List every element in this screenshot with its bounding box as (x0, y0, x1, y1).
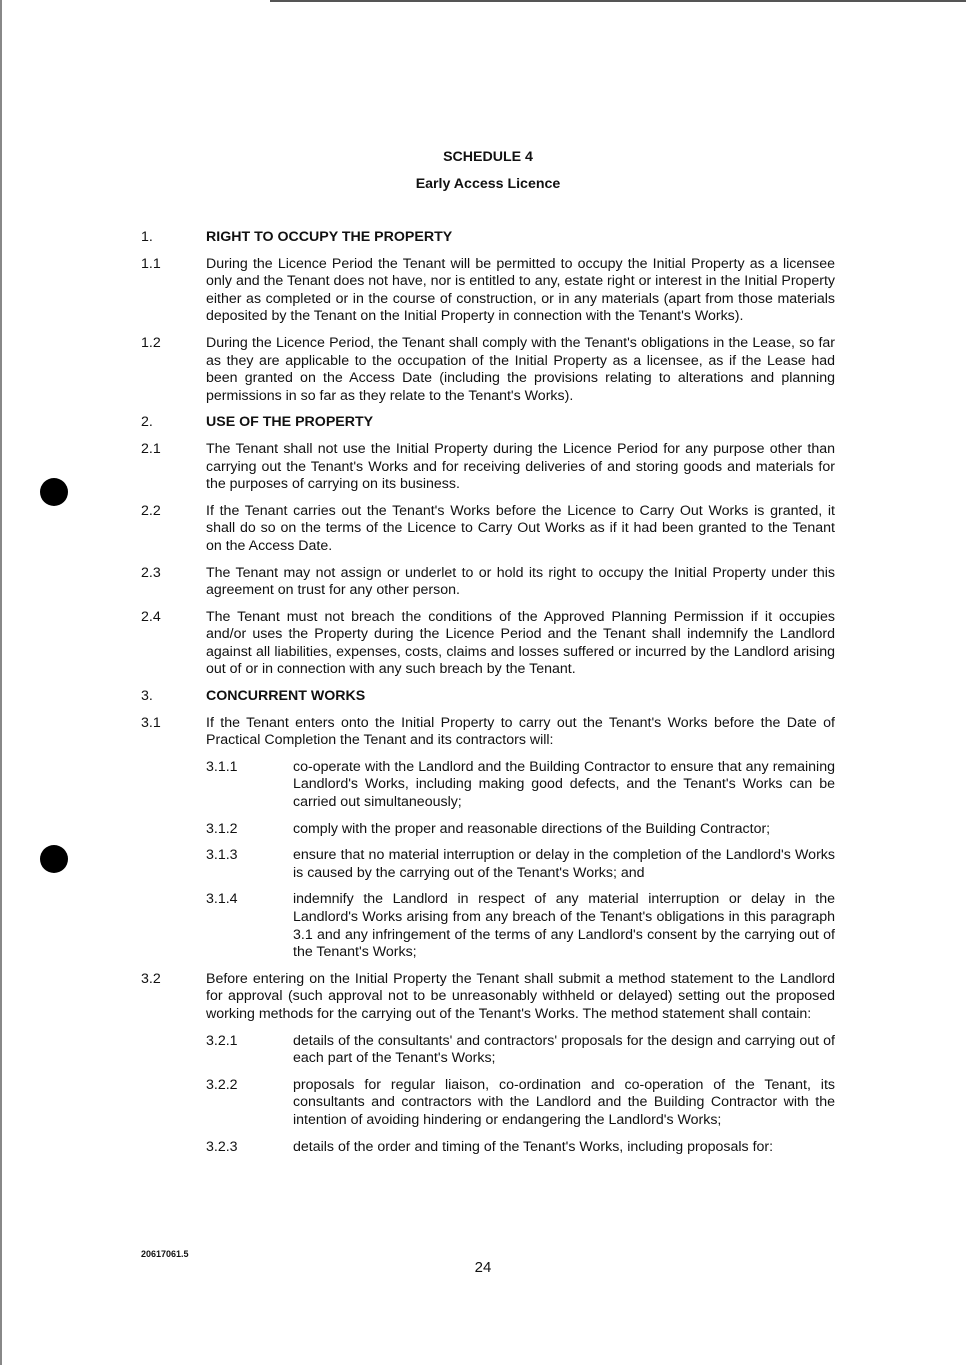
clause-number: 1.1 (141, 255, 161, 272)
clause-text: Before entering on the Initial Property the Tenant shall submit a method statement to the Landlord for approval (such approval not to be unreasonably withheld or delayed) setting out the proposed working methods for the carrying out of the Tenant's Works. The method statement shall contain: (206, 970, 835, 1022)
section-number: 1. (141, 229, 153, 245)
subclause (206, 821, 835, 839)
section-number: 2. (141, 414, 153, 431)
document-page (141, 148, 835, 1165)
subclause-number: 3.2.2 (206, 1076, 238, 1093)
clause-number: 2.3 (141, 564, 161, 581)
clause (141, 256, 835, 326)
clause-text: If the Tenant carries out the Tenant's Works before the Licence to Carry Out Works is granted, it shall do so on the terms of the Licence to Carry Out Works as if it had been granted to the Tenant on the Access Date. (206, 502, 835, 554)
subclause-text: comply with the proper and reasonable directions of the Building Contractor; (293, 820, 771, 837)
section-title: CONCURRENT WORKS (206, 688, 366, 705)
subclause-number: 3.1.2 (206, 820, 238, 837)
clause (141, 971, 835, 1024)
subclause-number: 3.2.3 (206, 1138, 238, 1155)
schedule-subtitle: Early Access Licence (415, 176, 561, 192)
subclause-number: 3.1.1 (206, 758, 238, 775)
subclause-number: 3.1.4 (206, 891, 238, 908)
top-edge-line (270, 0, 966, 2)
clause (141, 609, 835, 679)
subclause-number: 3.1.3 (206, 847, 238, 864)
clause-text: The Tenant shall not use the Initial Property during the Licence Period for any purpose other than carrying out the Tenant's Works and for receiving deliveries of and storing goods and materials for the purposes of carrying on its business. (206, 440, 835, 493)
clause (141, 715, 835, 750)
section-title: USE OF THE PROPERTY (206, 414, 374, 431)
section-title: RIGHT TO OCCUPY THE PROPERTY (206, 229, 453, 245)
clause-number: 3.2 (141, 970, 161, 987)
clause-number: 1.2 (141, 334, 161, 351)
subclause (206, 1033, 835, 1068)
subclause (206, 847, 835, 882)
clause-number: 2.1 (141, 440, 161, 457)
subclause-number: 3.2.1 (206, 1032, 238, 1049)
clause-number: 3.1 (141, 714, 161, 731)
clause (141, 335, 835, 405)
subclause-text: details of the order and timing of the Tenant's Works, including proposals for: (293, 1138, 774, 1155)
subclause-text: indemnify the Landlord in respect of any material interruption or delay in the Landlord's Works arising from any breach of the Tenant's obligations in this paragraph 3.1 and any infringement of the terms of any Landlord's consent by the carrying out of the Tenant's Works; (293, 891, 835, 961)
clause (141, 503, 835, 556)
clause-text: During the Licence Period, the Tenant shall comply with the Tenant's obligations in the Lease, so far as they are applicable to the occupation of the Initial Property as a licensee, as if the Lease had been granted on the Access Date (including the provisions relating to alterations and planning permissions in so far as they relate to the Tenant's Works). (206, 334, 835, 404)
section-number: 3. (141, 688, 153, 705)
subclause-text: details of the consultants' and contractors' proposals for the design and carrying out of each part of the Tenant's Works; (293, 1032, 835, 1067)
subclause-text: co-operate with the Landlord and the Building Contractor to ensure that any remaining Landlord's Works, including making good defects, and the Tenant's Works can be carried out simultaneously; (293, 758, 835, 811)
clause-text: The Tenant must not breach the conditions of the Approved Planning Permission if it occupies and/or uses the Property during the Licence Period and the Tenant shall indemnify the Landlord against all liabilities, expenses, costs, claims and losses suffered or incurred by the Landlord arising out of or in connection with any such breach by the Tenant. (206, 608, 835, 678)
clause-text: The Tenant may not assign or underlet to or hold its right to occupy the Initial Property under this agreement on trust for any other person. (206, 564, 835, 599)
section-heading (141, 414, 835, 432)
subclause (206, 759, 835, 812)
subclause-text: proposals for regular liaison, co-ordination and co-operation of the Tenant, its consultants and contractors with the Landlord and the Building Contractor with the intention of avoiding hindering or endangering the Landlord's Works; (293, 1076, 835, 1128)
clause-text: During the Licence Period the Tenant will be permitted to occupy the Initial Property as a licensee only and the Tenant does not have, nor is entitled to any, estate right or interest in the Initial Property either as completed or in the course of construction, or in any materials (apart from those materials deposited by the Tenant on the Initial Property in connection with the Tenant's Works). (206, 255, 835, 325)
page-number: 24 (474, 1259, 492, 1276)
section-heading (141, 688, 835, 706)
clause-number: 2.4 (141, 608, 161, 625)
punch-hole-icon (40, 845, 68, 873)
subclause (206, 891, 835, 961)
clause-text: If the Tenant enters onto the Initial Property to carry out the Tenant's Works before the Date of Practical Completion the Tenant and its contractors will: (206, 714, 835, 749)
clause (141, 441, 835, 494)
subclause-text: ensure that no material interruption or delay in the completion of the Landlord's Works is caused by the carrying out of the Tenant's Works; and (293, 847, 835, 881)
clause-number: 2.2 (141, 502, 161, 519)
clause (141, 565, 835, 600)
document-reference: 20617061.5 (141, 1249, 189, 1259)
subclause (206, 1139, 835, 1157)
schedule-title: SCHEDULE 4 (443, 149, 533, 165)
subclause (206, 1077, 835, 1130)
left-edge-line (0, 0, 2, 1365)
section-heading (141, 229, 835, 247)
punch-hole-icon (40, 478, 68, 506)
